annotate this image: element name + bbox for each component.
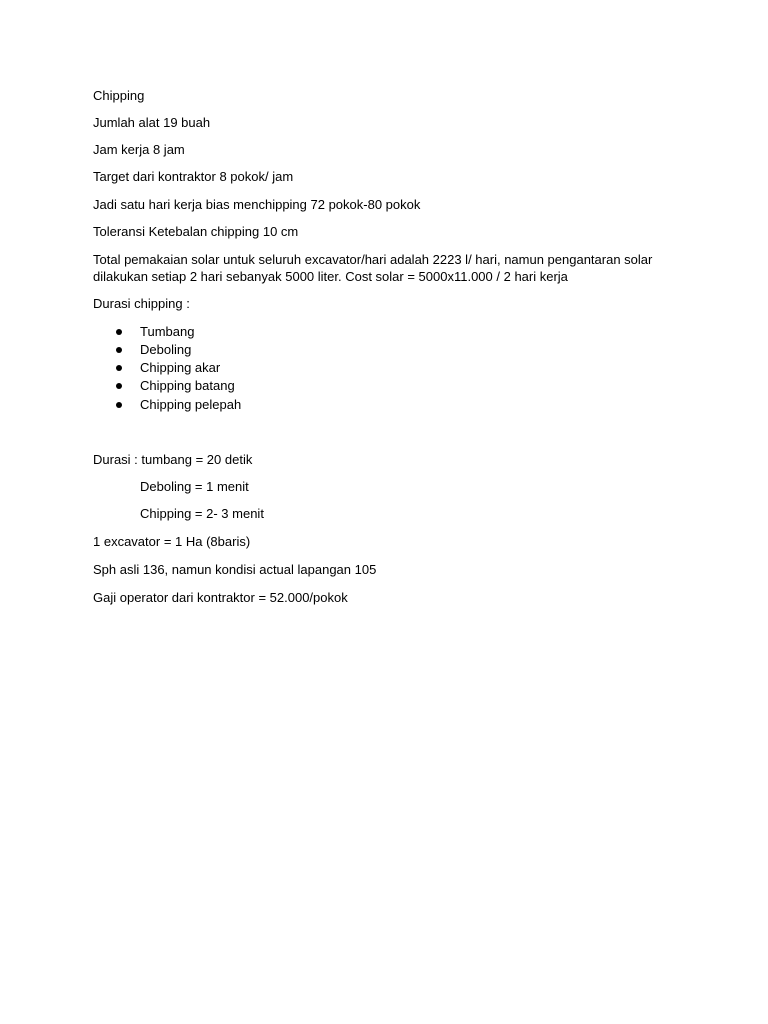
bullet-icon bbox=[116, 402, 122, 408]
bullet-icon bbox=[116, 329, 122, 335]
text-gaji-operator: Gaji operator dari kontraktor = 52.000/pokok bbox=[93, 590, 348, 605]
list-item bbox=[0, 323, 400, 341]
text-durasi-deboling: Deboling = 1 menit bbox=[140, 479, 249, 494]
text-toleransi: Toleransi Ketebalan chipping 10 cm bbox=[93, 224, 299, 239]
list-item bbox=[0, 341, 400, 359]
text-total-pemakaian-2: dilakukan setiap 2 hari sebanyak 5000 liter. Cost solar = 5000x11.000 / 2 hari kerja bbox=[93, 269, 568, 284]
bullet-icon bbox=[116, 383, 122, 389]
text-excavator-ha: 1 excavator = 1 Ha (8baris) bbox=[93, 534, 251, 549]
bullet-icon bbox=[116, 347, 122, 353]
list-item-label: Deboling bbox=[140, 342, 192, 357]
list-item-label: Chipping pelepah bbox=[140, 397, 242, 412]
text-total-pemakaian-1: Total pemakaian solar untuk seluruh excavator/hari adalah 2223 l/ hari, namun pengantaran solar bbox=[93, 252, 653, 267]
bullet-icon bbox=[116, 365, 122, 371]
list-item bbox=[0, 359, 400, 377]
text-target-kontraktor: Target dari kontraktor 8 pokok/ jam bbox=[93, 169, 294, 184]
text-sph-asli: Sph asli 136, namun kondisi actual lapangan 105 bbox=[93, 562, 377, 577]
list-item bbox=[0, 396, 400, 414]
list-item-label: Chipping batang bbox=[140, 378, 235, 393]
text-durasi-chipping: Durasi chipping : bbox=[93, 296, 190, 311]
text-jadi-satu-hari: Jadi satu hari kerja bias menchipping 72 pokok-80 pokok bbox=[93, 197, 421, 212]
heading-chipping: Chipping bbox=[93, 88, 145, 103]
list-item-label: Chipping akar bbox=[140, 360, 221, 375]
text-durasi-tumbang: Durasi : tumbang = 20 detik bbox=[93, 452, 253, 467]
list-item bbox=[0, 377, 400, 395]
text-jam-kerja: Jam kerja 8 jam bbox=[93, 142, 185, 157]
list-item-label: Tumbang bbox=[140, 324, 195, 339]
text-jumlah-alat: Jumlah alat 19 buah bbox=[93, 115, 211, 130]
text-durasi-chipping-menit: Chipping = 2- 3 menit bbox=[140, 506, 264, 521]
